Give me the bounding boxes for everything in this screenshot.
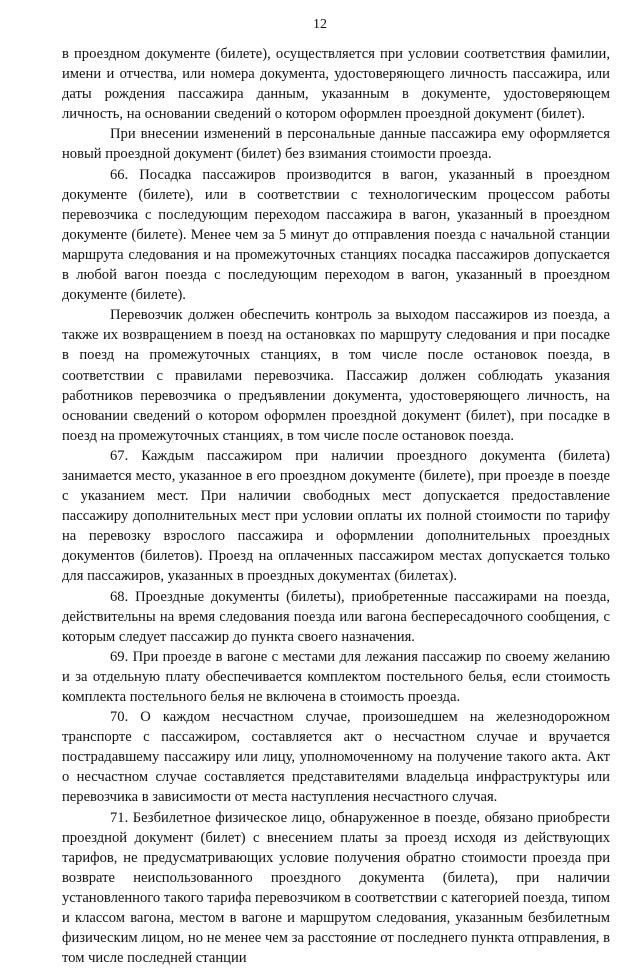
paragraph-71: 71. Безбилетное физическое лицо, обнаруженное в поезде, обязано приобрести проездной документ (билет) с внесением платы за проезд исходя из действующих тарифов, не предусматривающих условие получения обратно стоимости проезда при возврате неиспользованного проездного документа (билета), при наличии установленного такого тарифа перевозчиком в соответствии с категорией поезда, типом и классом вагона, местом в вагоне и маршрутом следования, указанным безбилетным физическим лицом, но не менее чем за расстояние от последнего пункта отправления, в том числе последней станции — [62, 809, 610, 967]
paragraph-70: 70. О каждом несчастном случае, произошедшем на железнодорожном транспорте с пассажиром, составляется акт о несчастном случае и вручается пострадавшему пассажиру или лицу, уполномоченному на получение такого акта. Акт о несчастном случае составляется представителями владельца инфраструктуры или перевозчика в зависимости от места наступления несчастного случая. — [62, 709, 610, 806]
paragraph-66: 66. Посадка пассажиров производится в вагон, указанный в проездном документе (билете), или в соответствии с технологическим процессом работы перевозчика с последующим переходом пассажира в вагон, указанный в проездном документе (билете). Менее чем за 5 минут до отправления поезда с начальной станции маршрута следования и на промежуточных станциях посадка пассажиров допускается в любой вагон поезда с последующим переходом в вагон, указанный в проездном документе (билете). — [62, 166, 610, 304]
document-body — [62, 44, 610, 968]
paragraph-personal-data-change: При внесении изменений в персональные данные пассажира ему оформляется новый проездной документ (билет) без взимания стоимости проезда. — [62, 126, 610, 163]
paragraph-69: 69. При проезде в вагоне с местами для лежания пассажир по своему желанию и за отдельную плату обеспечивается комплектом постельного белья, если стоимость комплекта постельного белья не включена в стоимость проезда. — [62, 648, 610, 705]
paragraph-67: 67. Каждым пассажиром при наличии проездного документа (билета) занимается место, указанное в его проездном документе (билете), при проезде в поезде с указанием мест. При наличии свободных мест допускается предоставление пассажиру дополнительных мест при условии оплаты их полной стоимости по тарифу на перевозку взрослого пассажира и оформлении дополнительных проездных документов (билетов). Проезд на оплаченных пассажиром местах допускается только для пассажиров, указанных в проездных документах (билетах). — [62, 447, 610, 585]
paragraph-68: 68. Проездные документы (билеты), приобретенные пассажирами на поезда, действительны на время следования поезда или вагона беспересадочного сообщения, с которым следует пассажир до пункта своего назначения. — [62, 588, 610, 645]
paragraph-66-carrier-control: Перевозчик должен обеспечить контроль за выходом пассажиров из поезда, а также их возвращением в поезд на остановках по маршруту следования и при посадке в поезд на промежуточных станциях, в том числе после остановок поезда, в соответствии с правилами перевозчика. Пассажир должен соблюдать указания работников перевозчика о предъявлении документа, удостоверяющего личность, на основании сведений о котором оформлен проездной документ (билет), при посадке в поезд на промежуточных станциях, в том числе после остановок поезда. — [62, 307, 610, 444]
paragraph-continuation: в проездном документе (билете), осуществляется при условии соответствия фамилии, имени и отчества, или номера документа, удостоверяющего личность пассажира, или даты рождения пассажира данным, указанным в документе, удостоверяющем личность, на основании сведений о котором оформлен проездной документ (билет). — [62, 46, 610, 123]
page-number: 12 — [313, 17, 327, 32]
